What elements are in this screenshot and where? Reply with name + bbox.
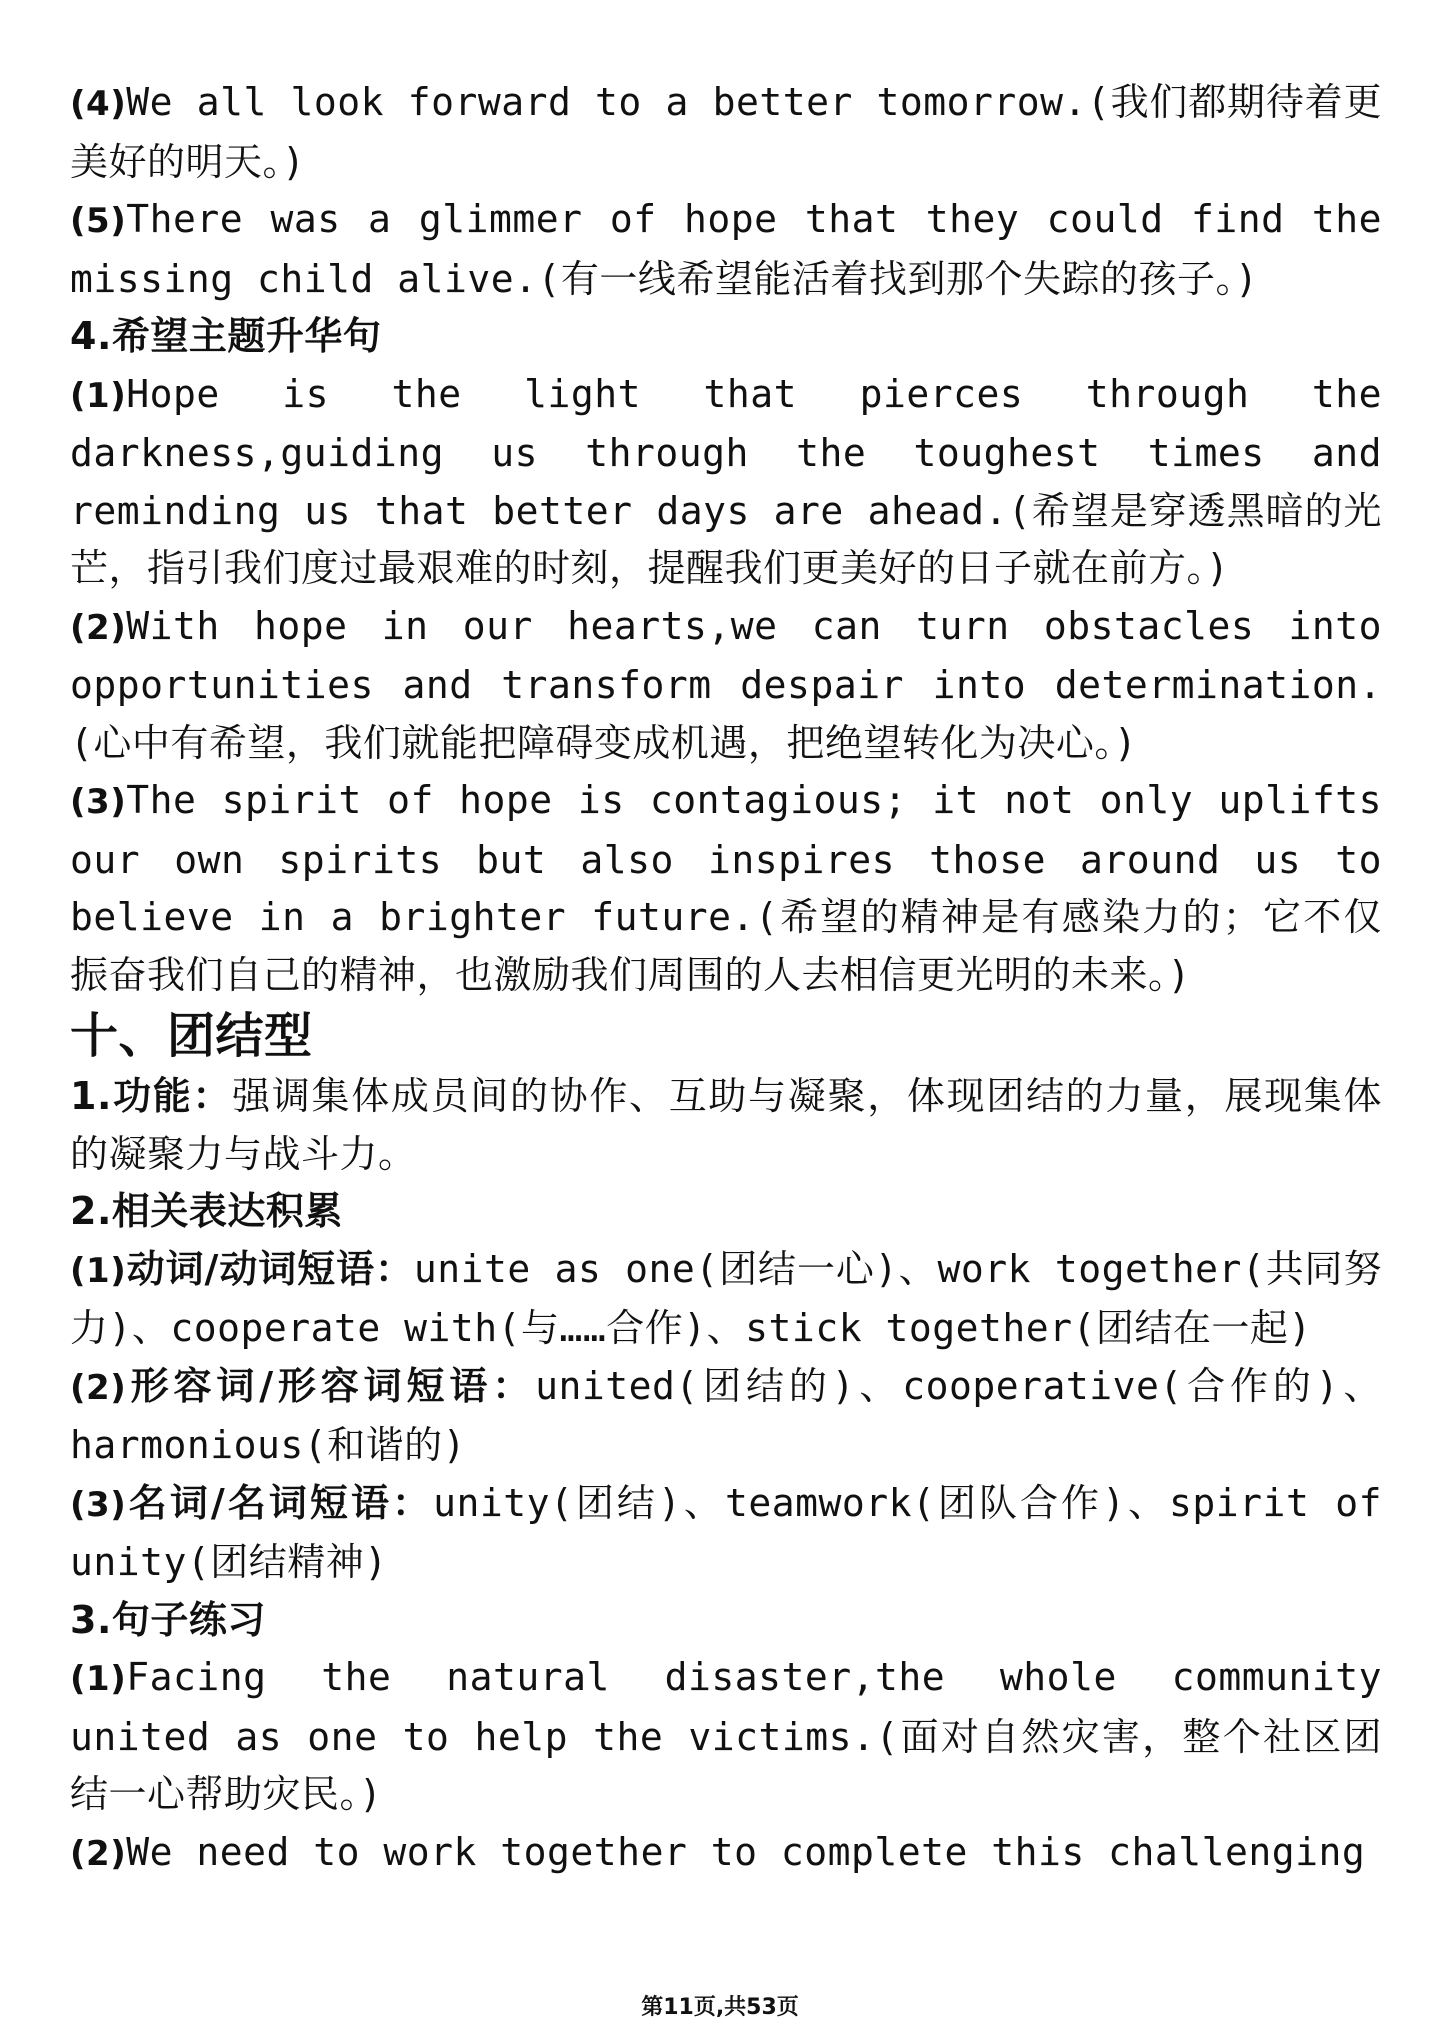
item-text: With hope in our hearts,we can turn obstacles into opportunities and transform despair into determination.(心中有希望，我们就能把障碍变成机遇，把绝望转化为决心。) [70,603,1382,765]
hope-sentence-5 [70,191,1382,308]
hope-upgrade-item-3 [70,772,1382,1004]
item-text: We need to work together to complete this challenging [126,1829,1366,1874]
expression-item-1 [70,1241,1382,1358]
item-text: There was a glimmer of hope that they could find the missing child alive.(有一线希望能活着找到那个失踪的孩子。) [70,197,1382,301]
expression-text: unite as one(团结一心)、work together(共同努力)、cooperate with(与……合作)、stick together(团结在一起) [70,1246,1382,1350]
hope-upgrade-item-2 [70,598,1382,773]
item-number: (3) [70,1484,127,1525]
expression-item-2 [70,1358,1382,1475]
section-title-unity: 十、团结型 [70,1008,313,1064]
expression-label: 形容词/形容词短语： [126,1363,536,1408]
item-number: (1) [70,1250,127,1291]
page-content [70,74,1382,1883]
item-number: (1) [70,375,127,416]
item-number: (5) [70,201,127,241]
item-number: (1) [70,1659,127,1699]
page-footer: 第11页,共53页 [641,1995,799,2020]
practice-item-2 [70,1824,1382,1884]
unity-function [70,1068,1382,1183]
practice-heading: 3.句子练习 [70,1597,266,1642]
item-text: Facing the natural disaster,the whole community united as one to help the victims.(面对自然灾害，整个社区团结一心帮助灾民。) [70,1655,1382,1816]
practice-item-1 [70,1649,1382,1824]
item-number: (2) [70,1367,127,1408]
item-number: (4) [70,84,127,124]
item-number: (2) [70,1833,127,1874]
expression-heading: 2.相关表达积累 [70,1189,343,1233]
hope-upgrade-item-1 [70,366,1382,598]
expression-text: united(团结的)、cooperative(合作的)、harmonious(和谐的) [70,1363,1382,1467]
item-text: The spirit of hope is contagious; it not only uplifts our own spirits but also inspires those around us to believe in a brighter future.(希望的精神是有感染力的；它不仅振奋我们自己的精神，也激励我们周围的人去相信更光明的未来。) [70,778,1382,997]
expression-item-3 [70,1475,1382,1592]
item-text: Hope is the light that pierces through the darkness,guiding us through the toughest times and reminding us that better days are ahead.(希望是穿透黑暗的光芒，指引我们度过最艰难的时刻，提醒我们更美好的日子就在前方。) [70,371,1382,590]
function-text: 强调集体成员间的协作、互助与凝聚，体现团结的力量，展现集体的凝聚力与战斗力。 [70,1074,1382,1176]
hope-upgrade-heading: 4.希望主题升华句 [70,314,382,358]
item-number: (2) [70,607,127,648]
expression-label: 动词/动词短语： [126,1246,414,1291]
item-number: (3) [70,782,127,822]
item-text: We all look forward to a better tomorrow.(我们都期待着更美好的明天。) [70,80,1382,184]
function-label: 1.功能： [70,1074,233,1118]
expression-label: 名词/名词短语： [126,1480,434,1525]
hope-sentence-4 [70,74,1382,191]
expression-text: unity(团结)、teamwork(团队合作)、spirit of unity(团结精神) [70,1480,1382,1584]
